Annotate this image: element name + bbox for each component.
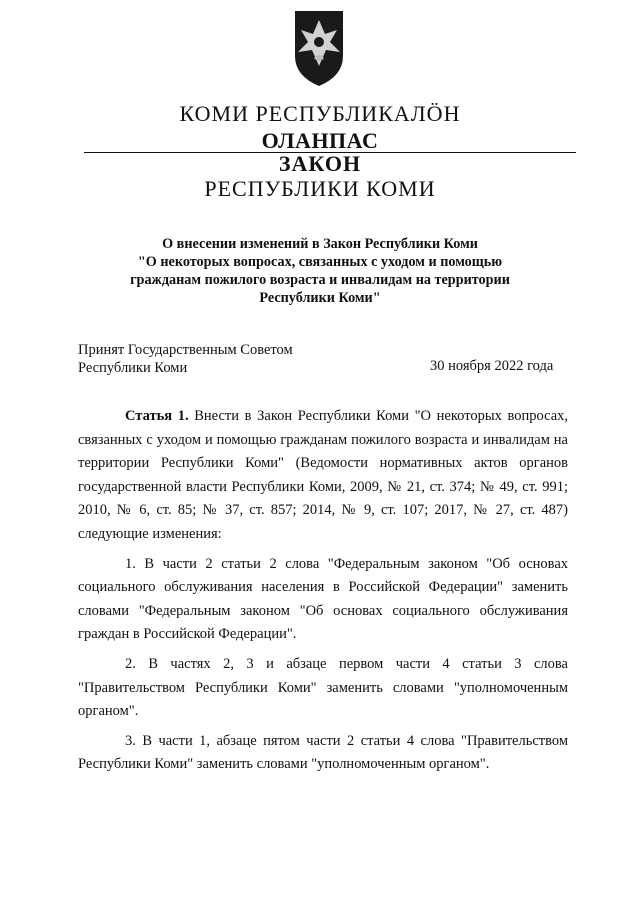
law-title-line: О внесении изменений в Закон Республики Коми <box>162 236 478 252</box>
header-zakon: ЗАКОН <box>278 151 362 176</box>
header-respubliki-komi: РЕСПУБЛИКИ КОМИ <box>204 176 436 201</box>
adoption-date: 30 ноября 2022 года <box>430 358 554 374</box>
adoption-statement <box>78 341 378 377</box>
law-title-line: Республики Коми" <box>259 290 381 306</box>
law-title-line: "О некоторых вопросах, связанных с уходом и помощью <box>137 254 503 270</box>
amendment-item: 3. В части 1, абзаце пятом части 2 статьи 4 слова "Правительством Республики Коми" заменить словами "уполномоченным органом". <box>78 732 568 773</box>
adoption-line: Принят Государственным Советом <box>78 342 293 358</box>
amendment-item: 1. В части 2 статьи 2 слова "Федеральным законом "Об основах социального обслуживания населения в Российской Федерации" заменить словами "Федеральным законом "Об основах социального обслуживания граждан в Российской Федерации". <box>78 555 568 643</box>
law-title <box>80 235 560 307</box>
header-komi-republic: КОМИ РЕСПУБЛИКАЛÖН <box>179 101 461 126</box>
amendment-item: 2. В частях 2, 3 и абзаце первом части 4 статьи 3 слова "Правительством Республики Коми" заменить словами "уполномоченным органом". <box>78 655 568 720</box>
header-olanpas: ОЛАНПАС <box>261 128 379 153</box>
article-intro-text: Внести в Закон Республики Коми "О некоторых вопросах, связанных с уходом и помощью гражданам пожилого возраста и инвалидам на территории Республики Коми" (Ведомости нормативных актов органов государственной власти Республики Коми, 2009, № 21, ст. 374; № 49, ст. 991; 2010, № 6, ст. 85; № 37, ст. 857; 2014, № 9, ст. 107; 2017, № 27, ст. 487) следующие изменения: <box>78 408 569 542</box>
law-title-line: гражданам пожилого возраста и инвалидам на территории <box>130 272 510 288</box>
coat-of-arms-emblem <box>292 8 346 88</box>
article-intro-paragraph <box>78 405 568 547</box>
adoption-line: Республики Коми <box>78 360 188 376</box>
article-label: Статья 1. <box>125 408 189 424</box>
article-body <box>78 405 568 783</box>
